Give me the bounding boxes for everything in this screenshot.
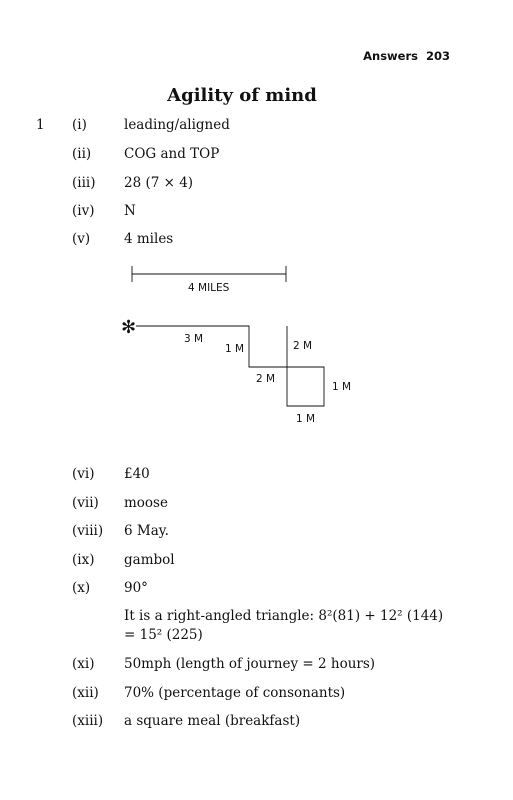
item-x-explanation	[124, 607, 443, 645]
page-number: 203	[425, 49, 450, 63]
item-answer: gambol	[124, 552, 175, 568]
item-numeral: (ix)	[72, 552, 95, 568]
item-answer: N	[124, 203, 136, 219]
segment-label: 3 M	[184, 333, 204, 345]
item-answer: a square meal (breakfast)	[124, 713, 301, 729]
item-numeral: (iv)	[72, 203, 95, 219]
item-answer: 6 May.	[124, 523, 169, 539]
segment-label: 1 M	[296, 413, 316, 425]
item-answer: moose	[124, 495, 168, 511]
route-diagram	[110, 258, 370, 433]
item-answer: 50mph (length of journey = 2 hours)	[124, 656, 376, 672]
item-numeral: (x)	[72, 580, 91, 596]
item-numeral: (i)	[72, 117, 87, 133]
item-numeral: (xiii)	[72, 713, 104, 729]
item-answer: £40	[124, 466, 150, 482]
item-numeral: (v)	[72, 231, 91, 247]
item-numeral: (xii)	[72, 685, 99, 701]
item-numeral: (viii)	[72, 523, 104, 539]
item-answer: 90°	[124, 580, 148, 596]
header-section: Answers	[363, 49, 418, 63]
total-distance-label: 4 MILES	[188, 282, 230, 294]
explanation-line: = 15² (225)	[124, 627, 203, 643]
explanation-line: It is a right-angled triangle: 8²(81) + 12² (144)	[124, 608, 444, 624]
start-marker: ✻	[121, 317, 137, 338]
running-header	[363, 49, 450, 63]
item-answer: 28 (7 × 4)	[124, 175, 194, 191]
item-numeral: (iii)	[72, 175, 96, 191]
segment-label: 1 M	[225, 343, 245, 355]
item-numeral: (vii)	[72, 495, 99, 511]
item-answer: 4 miles	[124, 231, 174, 247]
segment-label: 2 M	[256, 373, 276, 385]
question-number: 1	[36, 117, 45, 133]
segment-label: 1 M	[332, 381, 352, 393]
item-numeral: (ii)	[72, 146, 92, 162]
item-numeral: (vi)	[72, 466, 95, 482]
route-path	[136, 326, 324, 406]
item-numeral: (xi)	[72, 656, 95, 672]
item-answer: COG and TOP	[124, 146, 220, 162]
item-answer: leading/aligned	[124, 117, 230, 133]
segment-label: 2 M	[293, 340, 313, 352]
item-answer: 70% (percentage of consonants)	[124, 685, 346, 701]
section-title: Agility of mind	[167, 85, 317, 106]
